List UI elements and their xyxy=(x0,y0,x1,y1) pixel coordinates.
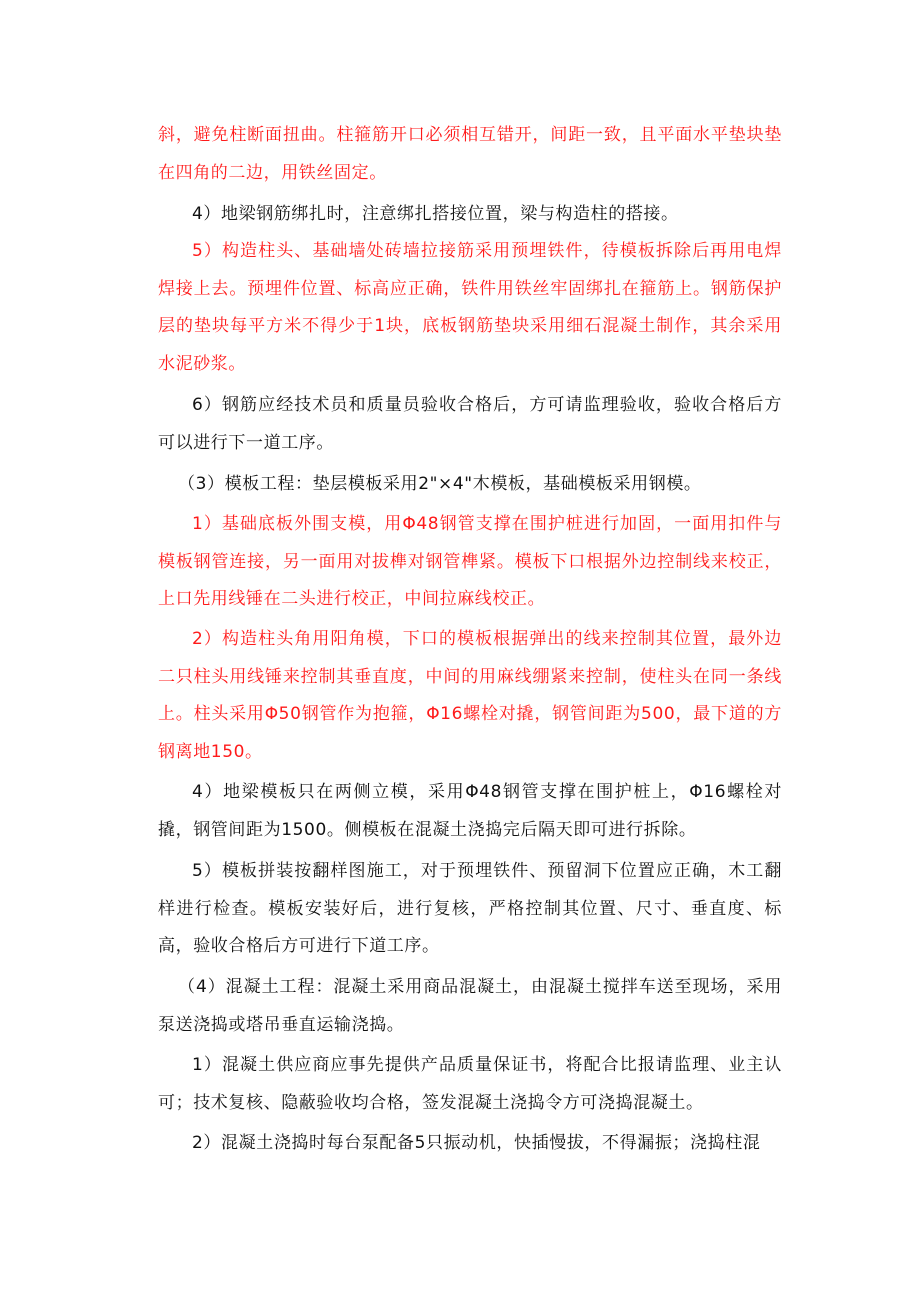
heading-formwork-engineering: （3）模板工程：垫层模板采用2"×4"木模板，基础模板采用钢模。 xyxy=(178,474,702,494)
paragraph-concrete-supplier: 1）混凝土供应商应事先提供产品质量保证书，将配合比报请监理、业主认可；技术复核、隐蔽验收均合格，签发混凝土浇捣令方可浇捣混凝土。 xyxy=(158,1055,782,1113)
paragraph-ground-beam-rebar-binding: 4）地梁钢筋绑扎时，注意绑扎搭接位置，梁与构造柱的搭接。 xyxy=(192,204,679,224)
paragraph-concrete-pouring: 2）混凝土浇捣时每台泵配备5只振动机，快插慢拔，不得漏振；浇捣柱混 xyxy=(192,1133,761,1153)
paragraph-rebar-acceptance: 6）钢筋应经技术员和质量员验收合格后，方可请监理验收，验收合格后方可以进行下一道工序。 xyxy=(158,395,782,453)
paragraph-ground-beam-formwork: 4）地梁模板只在两侧立模，采用Φ48钢管支撑在围护桩上，Φ16螺栓对撬，钢管间距为1500。侧模板在混凝土浇捣完后隔天即可进行拆除。 xyxy=(158,782,782,840)
paragraph-column-stirrup-continuation: 斜，避免柱断面扭曲。柱箍筋开口必须相互错开，间距一致，且平面水平垫块垫在四角的二边，用铁丝固定。 xyxy=(158,125,782,183)
heading-concrete-engineering: （4）混凝土工程：混凝土采用商品混凝土，由混凝土搅拌车送至现场，采用泵送浇捣或塔吊垂直运输浇捣。 xyxy=(158,977,782,1035)
paragraph-base-slab-formwork: 1）基础底板外围支模，用Φ48钢管支撑在围护桩进行加固，一面用扣件与模板钢管连接，另一面用对拔榫对钢管榫紧。模板下口根据外边控制线来校正，上口先用线锤在二头进行校正，中间拉麻线校正。 xyxy=(158,514,782,609)
paragraph-column-head-formwork: 2）构造柱头角用阳角模，下口的模板根据弹出的线来控制其位置，最外边二只柱头用线锤来控制其垂直度，中间的用麻线绷紧来控制，使柱头在同一条线上。柱头采用Φ50钢管作为抱箍，Φ16螺栓对撬，钢管间距为500，最下道的方钢离地150。 xyxy=(158,629,782,762)
paragraph-formwork-assembly: 5）模板拼装按翻样图施工，对于预埋铁件、预留洞下位置应正确，木工翻样进行检查。模板安装好后，进行复核，严格控制其位置、尺寸、垂直度、标高，验收合格后方可进行下道工序。 xyxy=(158,861,782,956)
paragraph-embedded-iron-parts: 5）构造柱头、基础墙处砖墙拉接筋采用预埋铁件，待模板拆除后再用电焊焊接上去。预埋件位置、标高应正确，铁件用铁丝牢固绑扎在箍筋上。钢筋保护层的垫块每平方米不得少于1块，底板钢筋垫块采用细石混凝土制作，其余采用水泥砂浆。 xyxy=(158,241,782,374)
